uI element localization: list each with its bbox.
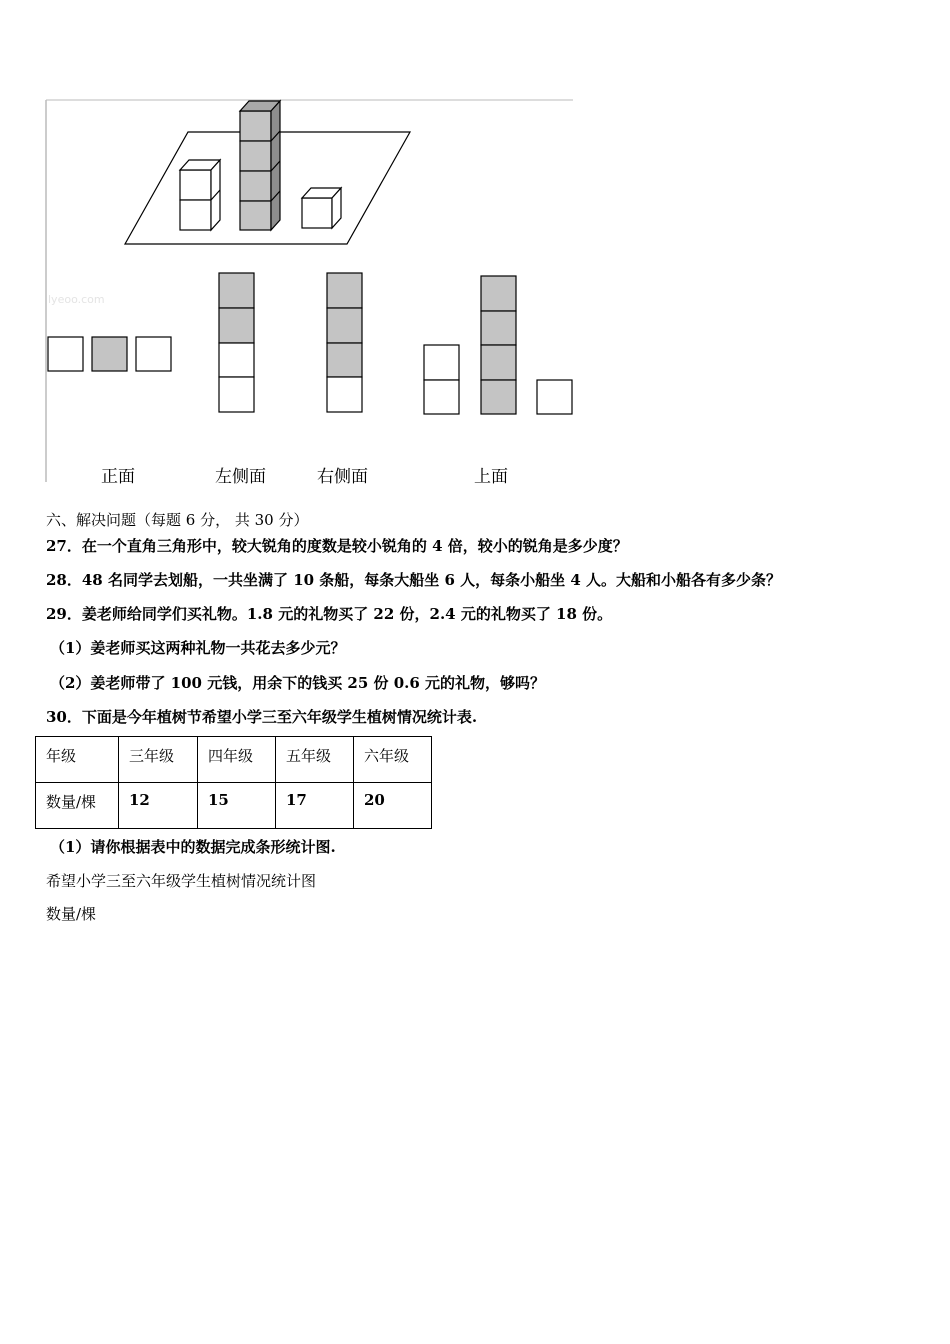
cube-stack-left	[180, 160, 220, 230]
table-header-cell: 五年级	[276, 737, 354, 783]
question-30: 30．下面是今年植树节希望小学三至六年级学生植树情况统计表.	[46, 708, 478, 726]
question-29-part-2: （2）姜老师带了 100 元钱，用余下的钱买 25 份 0.6 元的礼物，够吗？	[50, 674, 546, 692]
label-top: 上面	[474, 467, 508, 487]
question-30-part-1: （1）请你根据表中的数据完成条形统计图.	[50, 838, 336, 856]
watermark-text: lyeoo.com	[48, 293, 105, 306]
table-header-row	[36, 737, 432, 783]
chart-ylabel: 数量/棵	[46, 905, 97, 923]
table-header-cell: 三年级	[119, 737, 198, 783]
right-side-view	[327, 273, 362, 412]
question-29-part-1: （1）姜老师买这两种礼物一共花去多少元？	[50, 639, 346, 657]
table-cell: 12	[119, 783, 198, 829]
top-view	[424, 276, 572, 414]
planting-statistics-table	[35, 736, 432, 829]
table-header-cell: 四年级	[198, 737, 276, 783]
table-header-cell: 年级	[36, 737, 119, 783]
table-cell: 20	[354, 783, 432, 829]
table-cell: 17	[276, 783, 354, 829]
question-27: 27．在一个直角三角形中，较大锐角的度数是较小锐角的 4 倍，较小的锐角是多少度？	[46, 537, 628, 555]
cube-single-right	[302, 188, 341, 228]
table-header-cell: 六年级	[354, 737, 432, 783]
cube-stack-middle	[240, 101, 280, 230]
chart-title: 希望小学三至六年级学生植树情况统计图	[46, 872, 317, 890]
label-right-side: 右侧面	[317, 467, 368, 487]
section-title: 六、解决问题（每题 6 分， 共 30 分）	[46, 511, 309, 529]
label-front: 正面	[101, 467, 135, 487]
front-view	[48, 337, 171, 371]
label-left-side: 左侧面	[215, 467, 266, 487]
three-view-figure	[0, 0, 600, 500]
table-cell: 15	[198, 783, 276, 829]
table-row-label: 数量/棵	[36, 783, 119, 829]
question-29: 29．姜老师给同学们买礼物。1.8 元的礼物买了 22 份，2.4 元的礼物买了 18 份。	[46, 605, 613, 623]
left-side-view	[219, 273, 254, 412]
question-28: 28．48 名同学去划船，一共坐满了 10 条船，每条大船坐 6 人，每条小船坐 4 人。大船和小船各有多少条？	[46, 571, 782, 589]
table-row	[36, 783, 432, 829]
